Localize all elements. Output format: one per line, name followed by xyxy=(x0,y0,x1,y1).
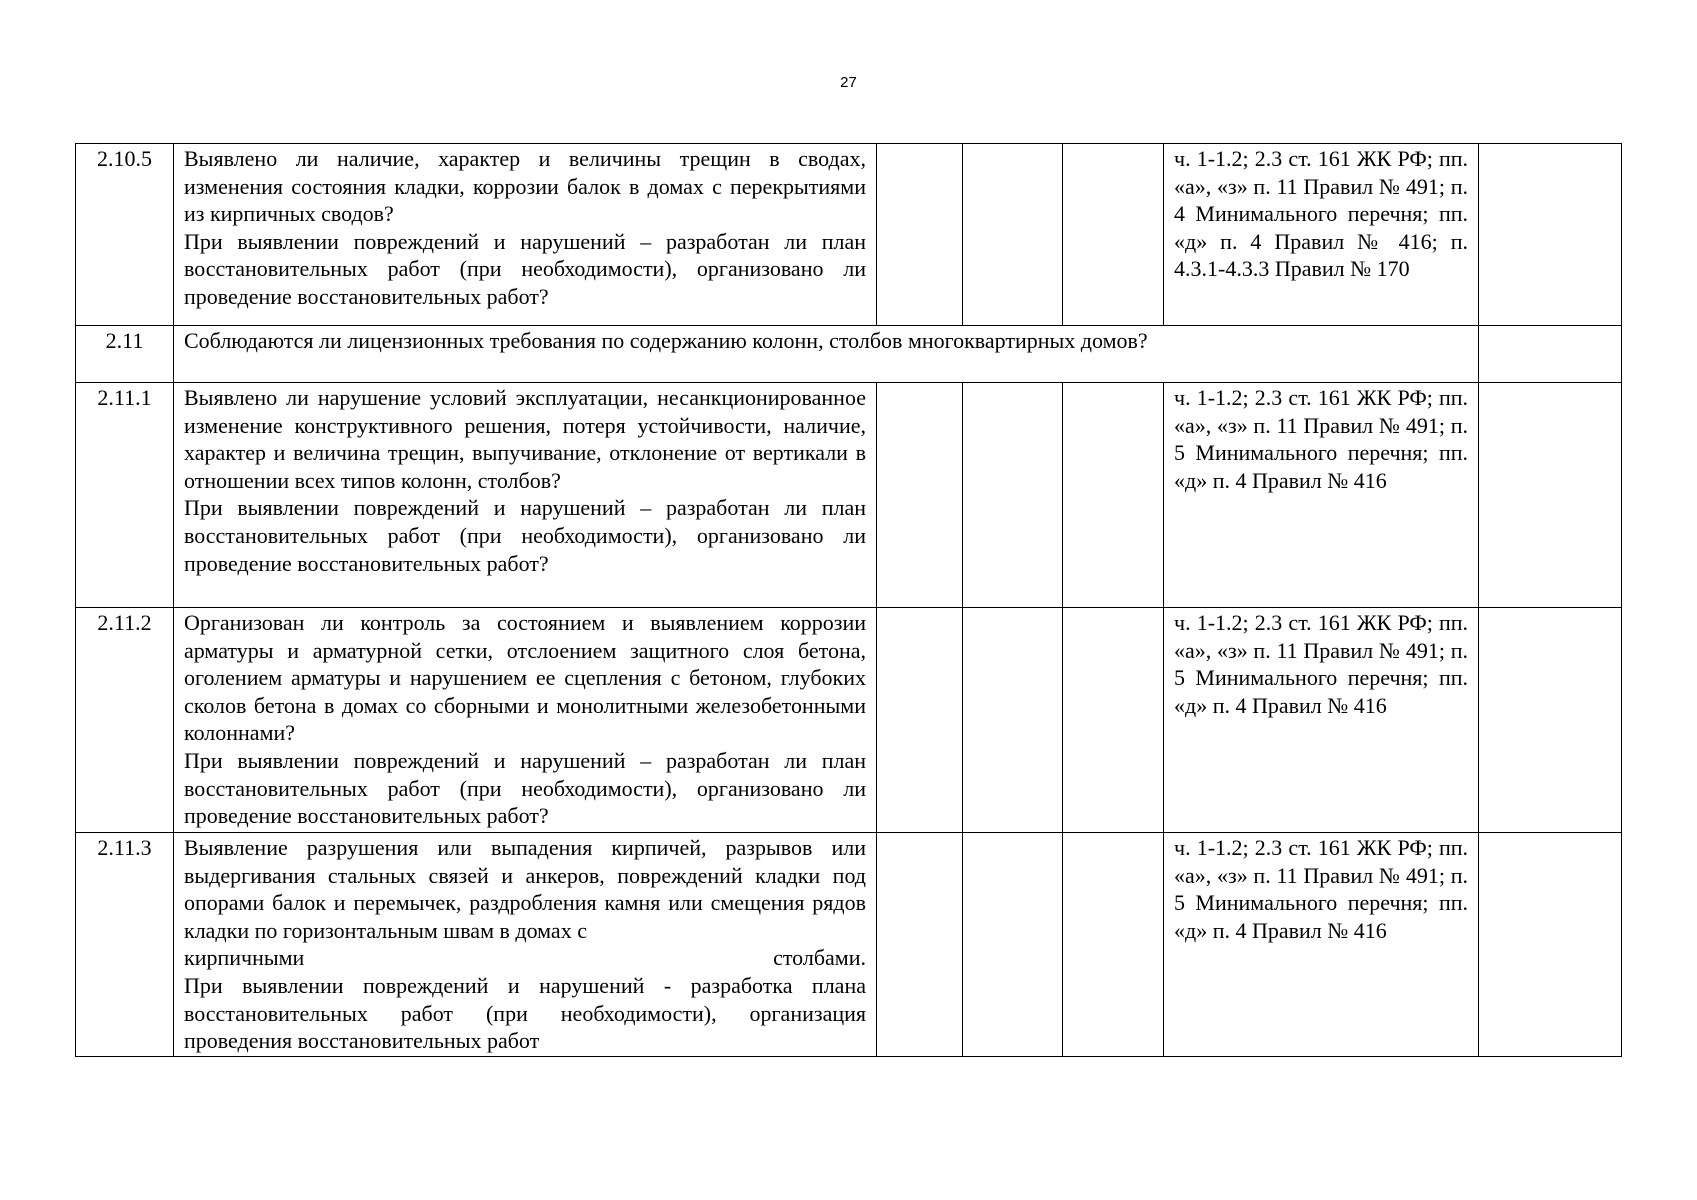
item-number: 2.11.2 xyxy=(76,608,174,833)
question-text: Выявлено ли нарушение условий эксплуатации, несанкционированное изменение конструктивного решения, потеря устойчивости, наличие, характер и величина трещин, выпучивание, отклонение от вертикали в отношении всех типов колонн, столбов? xyxy=(184,385,866,493)
question-cell xyxy=(174,833,877,1057)
notes-cell xyxy=(1479,383,1622,608)
page-number: 27 xyxy=(840,74,857,91)
notes-cell xyxy=(1479,608,1622,833)
section-row xyxy=(76,326,1622,383)
item-number: 2.11.1 xyxy=(76,383,174,608)
notes-cell xyxy=(1479,326,1622,383)
question-followup-text: При выявлении повреждений и нарушений - разработка плана восстановительных работ (при необходимости), организация проведения восстановительных работ xyxy=(184,972,866,1054)
answer-cell-no xyxy=(963,833,1063,1057)
answer-cell-yes xyxy=(877,383,963,608)
section-heading: Соблюдаются ли лицензионных требования по содержанию колонн, столбов многоквартирных домов? xyxy=(174,326,1479,383)
answer-cell-na xyxy=(1063,833,1164,1057)
question-followup-text: При выявлении повреждений и нарушений – разработан ли план восстановительных работ (при необходимости), организовано ли проведение восстановительных работ? xyxy=(184,228,866,309)
answer-cell-na xyxy=(1063,383,1164,608)
table-row xyxy=(76,608,1622,833)
question-text: Выявление разрушения или выпадения кирпичей, разрывов или выдергивания стальных связей и анкеров, повреждений кладки под опорами балок и перемычек, раздробления камня или смещения рядов кладки по горизонтальным швам в домах с xyxy=(184,835,866,943)
answer-cell-na xyxy=(1063,608,1164,833)
answer-cell-na xyxy=(1063,144,1164,326)
answer-cell-no xyxy=(963,383,1063,608)
answer-cell-no xyxy=(963,144,1063,326)
checklist-table xyxy=(75,143,1622,1057)
answer-cell-no xyxy=(963,608,1063,833)
legal-reference: ч. 1-1.2; 2.3 ст. 161 ЖК РФ; пп. «а», «з» п. 11 Правил № 491; п. 5 Минимального перечня; пп. «д» п. 4 Правил № 416 xyxy=(1164,608,1479,833)
answer-cell-yes xyxy=(877,833,963,1057)
legal-reference: ч. 1-1.2; 2.3 ст. 161 ЖК РФ; пп. «а», «з» п. 11 Правил № 491; п. 5 Минимального перечня; пп. «д» п. 4 Правил № 416 xyxy=(1164,833,1479,1057)
item-number: 2.10.5 xyxy=(76,144,174,326)
question-followup-text: При выявлении повреждений и нарушений – разработан ли план восстановительных работ (при необходимости), организовано ли проведение восстановительных работ? xyxy=(184,747,866,829)
question-text: Организован ли контроль за состоянием и выявлением коррозии арматуры и арматурной сетки, отслоением защитного слоя бетона, оголением арматуры и нарушением ее сцепления с бетоном, глубоких сколов бетона в домах со сборными и монолитными железобетонными колоннами? xyxy=(184,610,866,746)
answer-cell-yes xyxy=(877,144,963,326)
question-text-word: кирпичными xyxy=(184,945,305,971)
notes-cell xyxy=(1479,144,1622,326)
question-text-last-line xyxy=(184,944,866,972)
question-followup-text: При выявлении повреждений и нарушений – разработан ли план восстановительных работ (при необходимости), организовано ли проведение восстановительных работ? xyxy=(184,495,866,576)
answer-cell-yes xyxy=(877,608,963,833)
notes-cell xyxy=(1479,833,1622,1057)
table-row xyxy=(76,833,1622,1057)
question-cell xyxy=(174,383,877,608)
table-row xyxy=(76,144,1622,326)
section-number: 2.11 xyxy=(76,326,174,383)
item-number: 2.11.3 xyxy=(76,833,174,1057)
question-text-word: столбами. xyxy=(773,945,866,971)
legal-reference: ч. 1-1.2; 2.3 ст. 161 ЖК РФ; пп. «а», «з» п. 11 Правил № 491; п. 5 Минимального перечня; пп. «д» п. 4 Правил № 416 xyxy=(1164,383,1479,608)
table-row xyxy=(76,383,1622,608)
question-text: Выявлено ли наличие, характер и величины трещин в сводах, изменения состояния кладки, коррозии балок в домах с перекрытиями из кирпичных сводов? xyxy=(184,146,866,227)
question-cell xyxy=(174,608,877,833)
question-cell xyxy=(174,144,877,326)
legal-reference: ч. 1-1.2; 2.3 ст. 161 ЖК РФ; пп. «а», «з» п. 11 Правил № 491; п. 4 Минимального перечня; пп. «д» п. 4 Правил № 416; п. 4.3.1-4.3.3 Правил № 170 xyxy=(1164,144,1479,326)
